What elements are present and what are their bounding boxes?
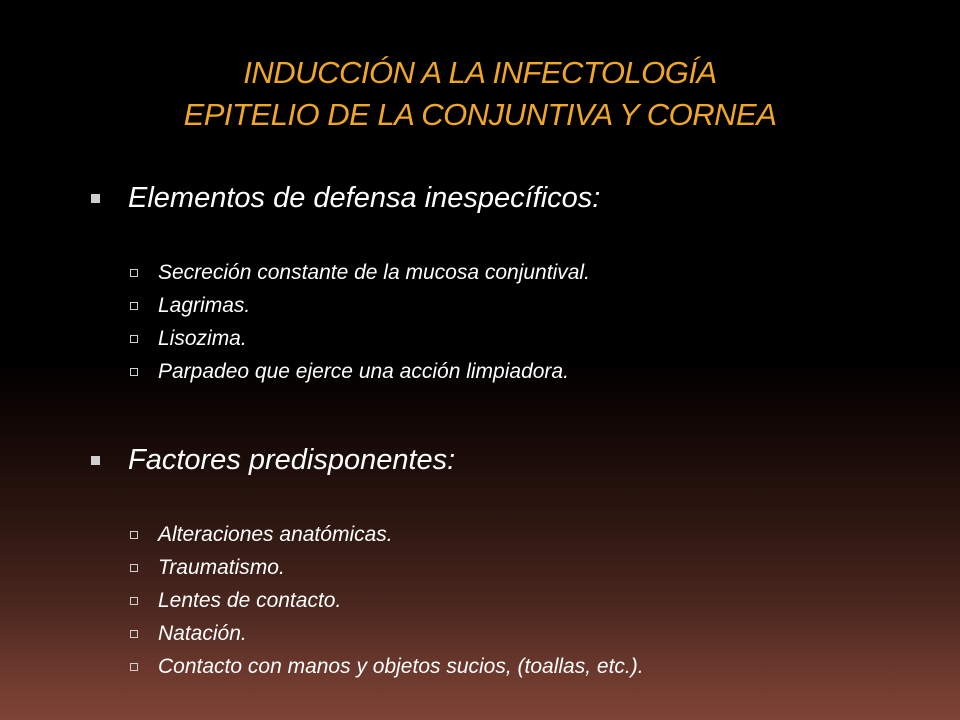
- section-heading-text: Factores predisponentes:: [128, 444, 456, 476]
- list-item-text: Alteraciones anatómicas.: [158, 523, 393, 546]
- filled-square-bullet-icon: [91, 456, 100, 465]
- slide-title: [0, 52, 960, 136]
- hollow-square-bullet-icon: [130, 663, 138, 671]
- list-item-text: Contacto con manos y objetos sucios, (toallas, etc.).: [158, 655, 644, 678]
- hollow-square-bullet-icon: [130, 597, 138, 605]
- list-item: [130, 355, 928, 388]
- title-line-1: INDUCCIÓN A LA INFECTOLOGÍA: [243, 55, 717, 90]
- list-item-text: Secreción constante de la mucosa conjuntival.: [158, 261, 590, 284]
- hollow-square-bullet-icon: [130, 564, 138, 572]
- list-item-text: Traumatismo.: [158, 556, 285, 579]
- section-heading-text: Elementos de defensa inespecíficos:: [128, 182, 601, 214]
- filled-square-bullet-icon: [91, 194, 100, 203]
- hollow-square-bullet-icon: [130, 335, 138, 343]
- list-item: [130, 256, 928, 289]
- list-item: [130, 584, 928, 617]
- list-item-text: Lentes de contacto.: [158, 589, 342, 612]
- bullet-list: [130, 518, 928, 683]
- section-defense-elements: [88, 178, 928, 388]
- list-item-text: Lagrimas.: [158, 294, 251, 317]
- section-predisposing-factors: [88, 440, 928, 683]
- hollow-square-bullet-icon: [130, 531, 138, 539]
- list-item: [130, 650, 928, 683]
- hollow-square-bullet-icon: [130, 368, 138, 376]
- list-item: [130, 322, 928, 355]
- list-item: [130, 617, 928, 650]
- title-line-2: EPITELIO DE LA CONJUNTIVA Y CORNEA: [183, 97, 777, 132]
- list-item-text: Natación.: [158, 622, 247, 645]
- bullet-list: [130, 256, 928, 388]
- list-item: [130, 518, 928, 551]
- hollow-square-bullet-icon: [130, 630, 138, 638]
- section-heading: [88, 178, 928, 218]
- list-item: [130, 289, 928, 322]
- section-heading: [88, 440, 928, 480]
- hollow-square-bullet-icon: [130, 269, 138, 277]
- list-item-text: Parpadeo que ejerce una acción limpiadora.: [158, 360, 569, 383]
- list-item-text: Lisozima.: [158, 327, 247, 350]
- list-item: [130, 551, 928, 584]
- hollow-square-bullet-icon: [130, 302, 138, 310]
